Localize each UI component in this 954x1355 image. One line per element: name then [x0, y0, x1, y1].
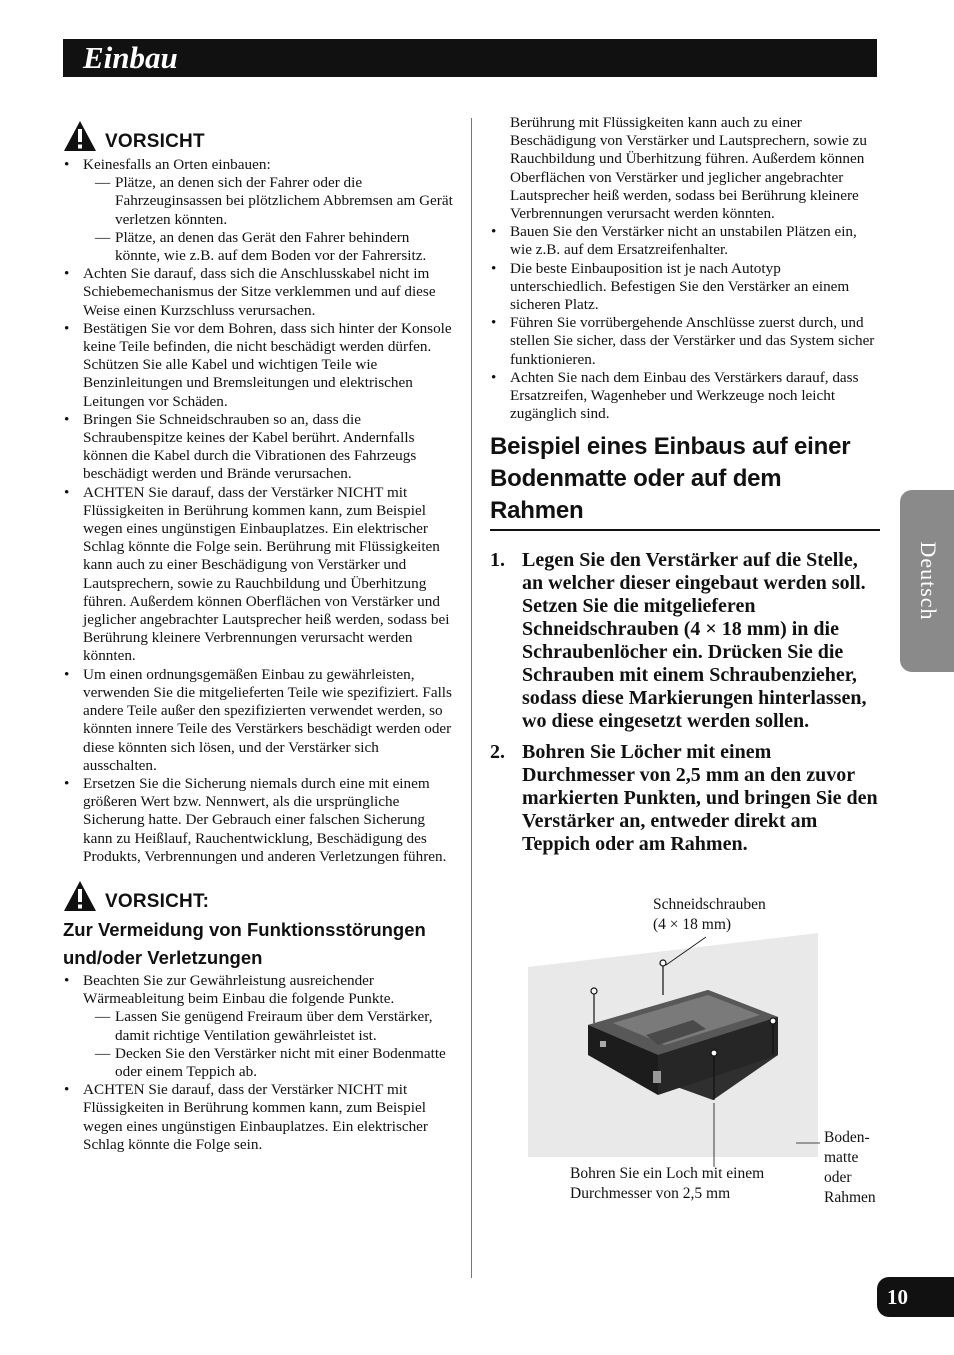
installation-figure	[528, 895, 908, 1215]
figure-label-line: Durchmesser von 2,5 mm	[570, 1185, 731, 1202]
step-item	[490, 741, 880, 856]
list-item: • Ersetzen Sie die Sicherung niemals durch eine mit einem größeren Wert bzw. Nennwert, als die ursprüngliche Sicherung hatte. Der Gebrauch einer falschen Sicherung kann zu Heißlauf, Rauchentwicklung, Beschädigung des Produkts, Verbrennungen und anderen Verletzungen führen.	[63, 775, 455, 866]
figure-label-line: Bohren Sie ein Loch mit einem	[570, 1165, 765, 1182]
figure-label-mat	[824, 1128, 876, 1208]
step-number: 2.	[490, 741, 505, 764]
list-item: • Bestätigen Sie vor dem Bohren, dass sich hinter der Konsole keine Teile befinden, die nicht beschädigt werden dürfen. Schützen Sie alle Kabel und wichtigen Teile wie Benzinleitungen und Bremsleitungen und elektrischen Leitungen vor Schäden.	[63, 320, 455, 411]
figure-label-hole	[570, 1164, 764, 1204]
step-item	[490, 549, 880, 733]
step-number: 1.	[490, 549, 505, 572]
page-title-bar	[63, 39, 877, 77]
warning-icon	[63, 880, 97, 912]
step-list	[490, 549, 880, 856]
caution-list	[490, 223, 880, 423]
caution-list	[63, 156, 455, 866]
list-item	[63, 972, 455, 1081]
sub-list-item: — Plätze, an denen das Gerät den Fahrer behindern könnte, wie z.B. auf dem Boden vor der Fahrersitz.	[95, 229, 455, 265]
sub-list-item: — Plätze, an denen sich der Fahrer oder die Fahrzeuginsassen bei plötzlichem Abbremsen am Gerät verletzen könnten.	[95, 174, 455, 229]
list-item: • ACHTEN Sie darauf, dass der Verstärker NICHT mit Flüssigkeiten in Berührung kommen kann, zum Beispiel wegen eines ungünstigen Einbauplatzes. Ein elektrischer Schlag könnte die Folge sein. Berührung mit Flüssigkeiten kann auch zu einer Beschädigung von Verstärker und Lautsprechern, sowie zu Rauchbildung und Überhitzung führen. Außerdem können Oberflächen von Verstärker und jeglicher angebrachter Lautsprecher heiß werden, sodass bei Berührung kleinere Verbrennungen verursacht werden könnten.	[63, 484, 455, 666]
right-column	[490, 114, 880, 864]
caution-heading	[63, 120, 455, 152]
figure-label-screws	[653, 895, 766, 935]
figure-label-line: Boden-	[824, 1129, 870, 1146]
figure-label-line: oder	[824, 1169, 852, 1186]
figure-label-line: matte	[824, 1149, 859, 1166]
caution-label: VORSICHT:	[105, 890, 210, 912]
sub-list	[83, 174, 455, 265]
sub-list-item: — Decken Sie den Verstärker nicht mit einer Bodenmatte oder einem Teppich ab.	[95, 1045, 455, 1081]
list-item: • Führen Sie vorrübergehende Anschlüsse zuerst durch, und stellen Sie sicher, dass der Verstärker und das System sicher funktionieren.	[490, 314, 880, 369]
list-item: • Bringen Sie Schneidschrauben so an, dass die Schraubenspitze keines der Kabel berührt. Andernfalls können die Kabel durch die Vibrationen des Fahrzeugs beschädigt werden und Brände verursachen.	[63, 411, 455, 484]
step-text: Legen Sie den Verstärker auf die Stelle, an welcher dieser eingebaut werden soll. Setzen Sie die mitgelieferen Schneidschrauben (4 × 18 mm) in die Schraubenlöcher ein. Drücken Sie die Schrauben mit einem Schraubenzieher, sodass diese Markierungen hinterlassen, wo diese eingesetzt werden sollen.	[522, 549, 867, 733]
list-item: • Achten Sie nach dem Einbau des Verstärkers darauf, dass Ersatzreifen, Wagenheber und Werkzeuge noch leicht zugänglich sind.	[490, 369, 880, 424]
list-item: • Um einen ordnungsgemäßen Einbau zu gewährleisten, verwenden Sie die mitgelieferten Teile wie spezifiziert. Falls andere Teile außer den spezifizierten verwendet werden, so könnten innere Teile des Verstärkers beschädigt werden oder diese könnten sich lösen, und der Verstärker sich ausschalten.	[63, 666, 455, 775]
column-divider	[471, 118, 472, 1278]
list-item	[63, 156, 455, 265]
warning-icon	[63, 120, 97, 152]
figure-label-line: (4 × 18 mm)	[653, 916, 732, 933]
left-column	[63, 120, 455, 1154]
list-item-text: Keinesfalls an Orten einbauen:	[83, 156, 271, 173]
list-item: • Die beste Einbauposition ist je nach Autotyp unterschiedlich. Befestigen Sie den Verstärker an einem sicheren Platz.	[490, 260, 880, 315]
language-tab-label: Deutsch	[916, 541, 941, 621]
continued-text: Berührung mit Flüssigkeiten kann auch zu einer Beschädigung von Verstärker und Lautsprechern, sowie zu Rauchbildung und Überhitzung führen. Außerdem können Oberflächen von Verstärker und jeglicher angebrachter Lautsprecher heiß werden, sodass bei Berührung kleinere Verbrennungen verursacht werden könnten.	[510, 114, 867, 223]
language-tab	[900, 490, 954, 672]
figure-label-line: Rahmen	[824, 1189, 876, 1206]
list-item: • ACHTEN Sie darauf, dass der Verstärker NICHT mit Flüssigkeiten in Berührung kommen kann, zum Beispiel wegen eines ungünstigen Einbauplatzes. Ein elektrischer Schlag könnte die Folge sein.	[63, 1081, 455, 1154]
step-text: Bohren Sie Löcher mit einem Durchmesser von 2,5 mm an den zuvor markierten Punkten, und bringen Sie den Verstärker an, entweder direkt am Teppich oder am Rahmen.	[522, 741, 878, 856]
figure-label-line: Schneidschrauben	[653, 896, 766, 913]
caution-heading	[63, 880, 455, 912]
page-title: Einbau	[83, 40, 178, 75]
page-number: 10	[887, 1285, 908, 1309]
list-item: • Bauen Sie den Verstärker nicht an unstabilen Plätzen ein, wie z.B. auf dem Ersatzreifenhalter.	[490, 223, 880, 259]
caution-label: VORSICHT	[105, 131, 205, 152]
list-item: • Achten Sie darauf, dass sich die Anschlusskabel nicht im Schiebemechanismus der Sitze verklemmen und auf diese Weise einen Kurzschluss verursachen.	[63, 265, 455, 320]
page-number-badge	[877, 1277, 954, 1317]
caution-list	[63, 972, 455, 1154]
sub-list-item: — Lassen Sie genügend Freiraum über dem Verstärker, damit richtige Ventilation gewährleistet ist.	[95, 1008, 455, 1044]
sub-list	[83, 1008, 455, 1081]
caution-subheading: Zur Vermeidung von Funktionsstörungen und/oder Verletzungen	[63, 918, 426, 968]
section-heading: Beispiel eines Einbaus auf einer Bodenmatte oder auf dem Rahmen	[490, 431, 880, 531]
list-item-text: Beachten Sie zur Gewährleistung ausreichender Wärmeableitung beim Einbau die folgende Punkte.	[83, 971, 395, 1008]
